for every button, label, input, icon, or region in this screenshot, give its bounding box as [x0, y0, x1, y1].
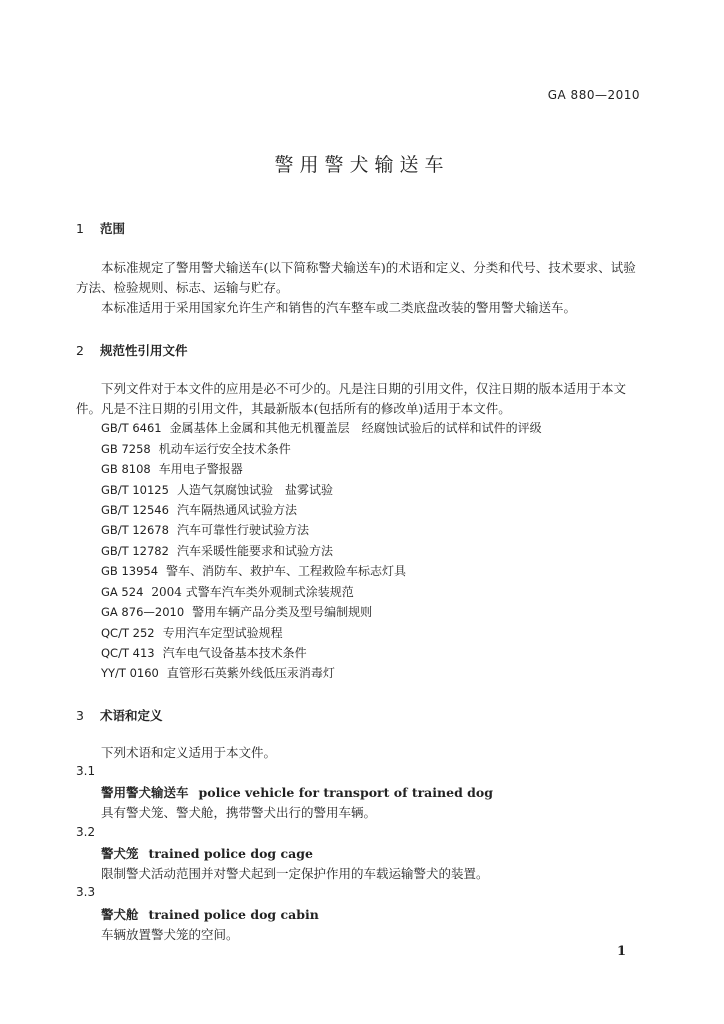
reference-title: 2004 式警车汽车类外观制式涂装规范 — [151, 585, 354, 599]
reference-title: 车用电子警报器 — [158, 462, 243, 476]
reference-code: GB 8108 — [101, 462, 151, 476]
reference-item — [101, 542, 333, 559]
section-title: 范围 — [100, 221, 126, 236]
section-heading-terms-and-definitions — [76, 706, 163, 724]
reference-item — [101, 583, 354, 600]
scope-paragraph-2: 本标准适用于采用国家允许生产和销售的汽车整车或二类底盘改装的警用警犬输送车。 — [101, 300, 577, 315]
reference-code: GB/T 10125 — [101, 483, 169, 497]
reference-code: YY/T 0160 — [101, 666, 159, 680]
term-number: 3.2 — [76, 825, 96, 839]
reference-title: 警用车辆产品分类及型号编制规则 — [192, 605, 373, 619]
reference-item — [101, 521, 309, 538]
section-title: 术语和定义 — [100, 708, 163, 723]
reference-title: 汽车采暖性能要求和试验方法 — [176, 544, 333, 558]
reference-code: GB/T 12782 — [101, 544, 169, 558]
reference-code: QC/T 252 — [101, 626, 155, 640]
reference-title: 汽车可靠性行驶试验方法 — [176, 523, 309, 537]
reference-item — [101, 440, 291, 457]
reference-title: 汽车电气设备基本技术条件 — [162, 646, 307, 660]
term-english: trained police dog cage — [148, 846, 313, 861]
term-number: 3.1 — [76, 764, 96, 778]
section-title: 规范性引用文件 — [100, 343, 188, 358]
reference-code: GA 876—2010 — [101, 605, 185, 619]
term-chinese: 警用警犬输送车 — [101, 785, 189, 800]
reference-item — [101, 664, 335, 681]
reference-code: GB 7258 — [101, 442, 151, 456]
page-number: 1 — [616, 944, 626, 959]
reference-code: GB/T 6461 — [101, 421, 162, 435]
reference-item — [101, 603, 372, 620]
reference-item — [101, 644, 307, 661]
reference-item — [101, 460, 243, 477]
scope-paragraph-1-line-1: 本标准规定了警用警犬输送车(以下简称警犬输送车)的术语和定义、分类和代号、技术要求、试验 — [101, 260, 636, 275]
reference-title: 警车、消防车、救护车、工程救险车标志灯具 — [166, 564, 407, 578]
term-definition: 具有警犬笼、警犬舱，携带警犬出行的警用车辆。 — [101, 805, 377, 820]
reference-title: 专用汽车定型试验规程 — [162, 626, 283, 640]
reference-code: GB/T 12546 — [101, 503, 169, 517]
term-heading — [101, 905, 319, 923]
reference-code: QC/T 413 — [101, 646, 155, 660]
reference-code: GB/T 12678 — [101, 523, 169, 537]
scope-paragraph-1-line-2: 方法、检验规则、标志、运输与贮存。 — [76, 280, 289, 295]
reference-code: GB 13954 — [101, 564, 159, 578]
term-number: 3.3 — [76, 885, 96, 899]
term-definition: 车辆放置警犬笼的空间。 — [101, 927, 239, 942]
document-title: 警用警犬输送车 — [274, 154, 450, 176]
reference-title: 人造气氛腐蚀试验 盐雾试验 — [176, 483, 333, 497]
reference-item — [101, 624, 283, 641]
reference-item — [101, 562, 406, 579]
section-number: 3 — [76, 708, 84, 723]
normrefs-intro-line-2: 件。凡是不注日期的引用文件，其最新版本(包括所有的修改单)适用于本文件。 — [76, 401, 511, 416]
reference-code: GA 524 — [101, 585, 144, 599]
section-number: 1 — [76, 221, 84, 236]
term-english: trained police dog cabin — [148, 907, 319, 922]
reference-title: 直管形石英紫外线低压汞消毒灯 — [166, 666, 335, 680]
reference-item — [101, 419, 542, 436]
term-chinese: 警犬舱 — [101, 907, 139, 922]
section-number: 2 — [76, 343, 84, 358]
term-heading — [101, 783, 493, 801]
term-chinese: 警犬笼 — [101, 846, 139, 861]
terms-intro: 下列术语和定义适用于本文件。 — [101, 745, 277, 760]
section-heading-normative-references — [76, 341, 188, 359]
term-heading — [101, 844, 313, 862]
term-definition: 限制警犬活动范围并对警犬起到一定保护作用的车载运输警犬的装置。 — [101, 866, 489, 881]
term-english: police vehicle for transport of trained dog — [198, 785, 493, 800]
reference-item — [101, 501, 297, 518]
reference-title: 机动车运行安全技术条件 — [158, 442, 291, 456]
standard-code: GA 880—2010 — [547, 88, 640, 102]
reference-title: 汽车隔热通风试验方法 — [176, 503, 297, 517]
normrefs-intro-line-1: 下列文件对于本文件的应用是必不可少的。凡是注日期的引用文件，仅注日期的版本适用于本文 — [101, 381, 627, 396]
section-heading-scope — [76, 219, 125, 237]
reference-title: 金属基体上金属和其他无机覆盖层 经腐蚀试验后的试样和试件的评级 — [169, 421, 542, 435]
reference-item — [101, 481, 333, 498]
